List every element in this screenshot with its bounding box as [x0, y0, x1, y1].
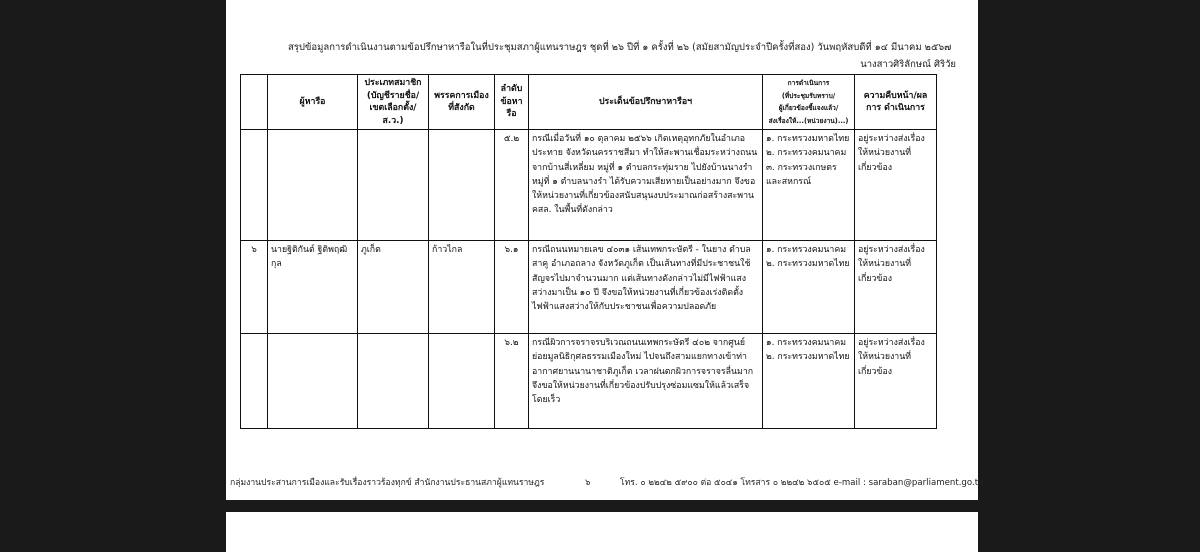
consultation-table — [240, 74, 937, 429]
cell-result: อยู่ระหว่างส่งเรื่องให้หน่วยงานที่เกี่ยวข้อง — [855, 241, 937, 334]
cell-action — [763, 334, 855, 429]
header-issue: ประเด็นข้อปรึกษาหารือฯ — [529, 75, 763, 130]
document-page — [226, 0, 984, 500]
action-item: ๒. กระทรวงมหาดไทย — [766, 352, 850, 363]
header-order: ลำดับ ข้อหารือ — [495, 75, 529, 130]
cell-party — [429, 334, 495, 429]
header-action-line3: ส่งเรื่องให้...(หน่วยงาน)...) — [768, 116, 849, 125]
next-page-preview — [226, 512, 978, 552]
cell-order: ๖.๒ — [495, 334, 529, 429]
header-action — [763, 75, 855, 130]
cell-no: ๖ — [241, 241, 268, 334]
header-result: ความคืบหน้า/ผลการ ดำเนินการ — [855, 75, 937, 130]
cell-result: อยู่ระหว่างส่งเรื่องให้หน่วยงานที่เกี่ยวข้อง — [855, 334, 937, 429]
table-header-row — [241, 75, 937, 130]
header-action-line2: ผู้เกี่ยวข้องชี้แจงแล้ว/ — [778, 104, 839, 112]
footer-page-number: ๖ — [585, 478, 591, 488]
cell-issue: กรณีผิวการจราจรบริเวณถนนเทพกระษัตรี ๔๐๒ จากศูนย์ย่อยมูลนิธิกุศลธรรมเมืองใหม่ ไปจนถึงสามแยกทางเข้าท่าอากาศยานนานาชาติภูเก็ต เวลาฝนตกผิวการจราจรลื่นมาก จึงขอให้หน่วยงานที่เกี่ยวข้องปรับปรุงซ่อมแซมให้แล้วเสร็จโดยเร็ว — [529, 334, 763, 429]
action-item: ๒. กระทรวงคมนาคม — [766, 148, 847, 159]
action-item: ๑. กระทรวงคมนาคม — [766, 338, 847, 348]
cell-party — [429, 130, 495, 241]
cell-issue: กรณีถนนหมายเลข ๔๐๓๑ เส้นเทพกระษัตรี - ในยาง ตำบลสาคู อำเภอถลาง จังหวัดภูเก็ต เป็นเส้นทางที่มีประชาชนใช้สัญจรไปมาจำนวนมาก แต่เส้นทางดังกล่าวไม่มีไฟฟ้าแสงสว่างมาเป็น ๑๐ ปี จึงขอให้หน่วยงานที่เกี่ยวข้องเร่งติดตั้งไฟฟ้าแสงสว่างให้กับประชาชนเพื่อความปลอดภัย — [529, 241, 763, 334]
cell-member-type — [358, 130, 429, 241]
cell-no — [241, 334, 268, 429]
cell-member-type: ภูเก็ต — [358, 241, 429, 334]
recorder-name: นางสาวศิริลักษณ์ ศิริวัย — [860, 59, 956, 70]
cell-order: ๖.๑ — [495, 241, 529, 334]
header-speaker: ผู้หารือ — [268, 75, 358, 130]
footer-contact: โทร. ๐ ๒๒๔๒ ๕๙๐๐ ต่อ ๕๐๔๑ โทรสาร ๐ ๒๒๔๒ ๖๕๐๕ e-mail : saraban@parliament.go.th — [620, 478, 984, 488]
table-row — [241, 334, 937, 429]
cell-speaker: นายฐิติกันต์ ฐิติพฤฒิกุล — [268, 241, 358, 334]
cell-action — [763, 241, 855, 334]
cell-speaker — [268, 130, 358, 241]
header-action-title: การดำเนินการ — [787, 79, 830, 87]
cell-order: ๕.๒ — [495, 130, 529, 241]
cell-member-type — [358, 334, 429, 429]
cell-party: ก้าวไกล — [429, 241, 495, 334]
cell-issue: กรณีเมื่อวันที่ ๑๐ ตุลาคม ๒๕๖๖ เกิดเหตุอุทกภัยในอำเภอประทาย จังหวัดนครราชสีมา ทำให้สะพานเชื่อมระหว่างถนนจากบ้านสี่เหลี่ยม หมู่ที่ ๑ ตำบลกระทุ่มราย ไปยังบ้านนางรำ หมู่ที่ ๑ ตำบลนางรำ ได้รับความเสียหายเป็นอย่างมาก จึงขอให้หน่วยงานที่เกี่ยวข้องสนับสนุนงบประมาณก่อสร้างสะพาน คสล. ในพื้นที่ดังกล่าว — [529, 130, 763, 241]
header-party: พรรคการเมือง ที่สังกัด — [429, 75, 495, 130]
table-row — [241, 241, 937, 334]
action-item: ๑. กระทรวงมหาดไทย — [766, 134, 850, 144]
cell-speaker — [268, 334, 358, 429]
footer-office: กลุ่มงานประสานการเมืองและรับเรื่องราวร้องทุกข์ สำนักงานประธานสภาผู้แทนราษฎร — [230, 478, 545, 488]
action-item: ๒. กระทรวงมหาดไทย — [766, 259, 850, 270]
header-member-type: ประเภทสมาชิก (บัญชีรายชื่อ/ เขตเลือกตั้ง/ส.ว.) — [358, 75, 429, 130]
cell-no — [241, 130, 268, 241]
cell-result: อยู่ระหว่างส่งเรื่องให้หน่วยงานที่เกี่ยวข้อง — [855, 130, 937, 241]
summary-title: สรุปข้อมูลการดำเนินงานตามข้อปรึกษาหารือในที่ประชุมสภาผู้แทนราษฎร ชุดที่ ๒๖ ปีที่ ๑ ครั้งที่ ๒๖ (สมัยสามัญประจำปีครั้งที่สอง) วันพฤหัสบดีที่ ๑๔ มีนาคม ๒๕๖๗ — [288, 42, 952, 53]
action-item: ๑. กระทรวงคมนาคม — [766, 245, 847, 255]
table-row — [241, 130, 937, 241]
cell-action — [763, 130, 855, 241]
action-item: ๓. กระทรวงเกษตรและสหกรณ์ — [766, 162, 837, 187]
header-action-line1: (ที่ประชุมรับทราบ/ — [781, 91, 836, 100]
header-no — [241, 75, 268, 130]
